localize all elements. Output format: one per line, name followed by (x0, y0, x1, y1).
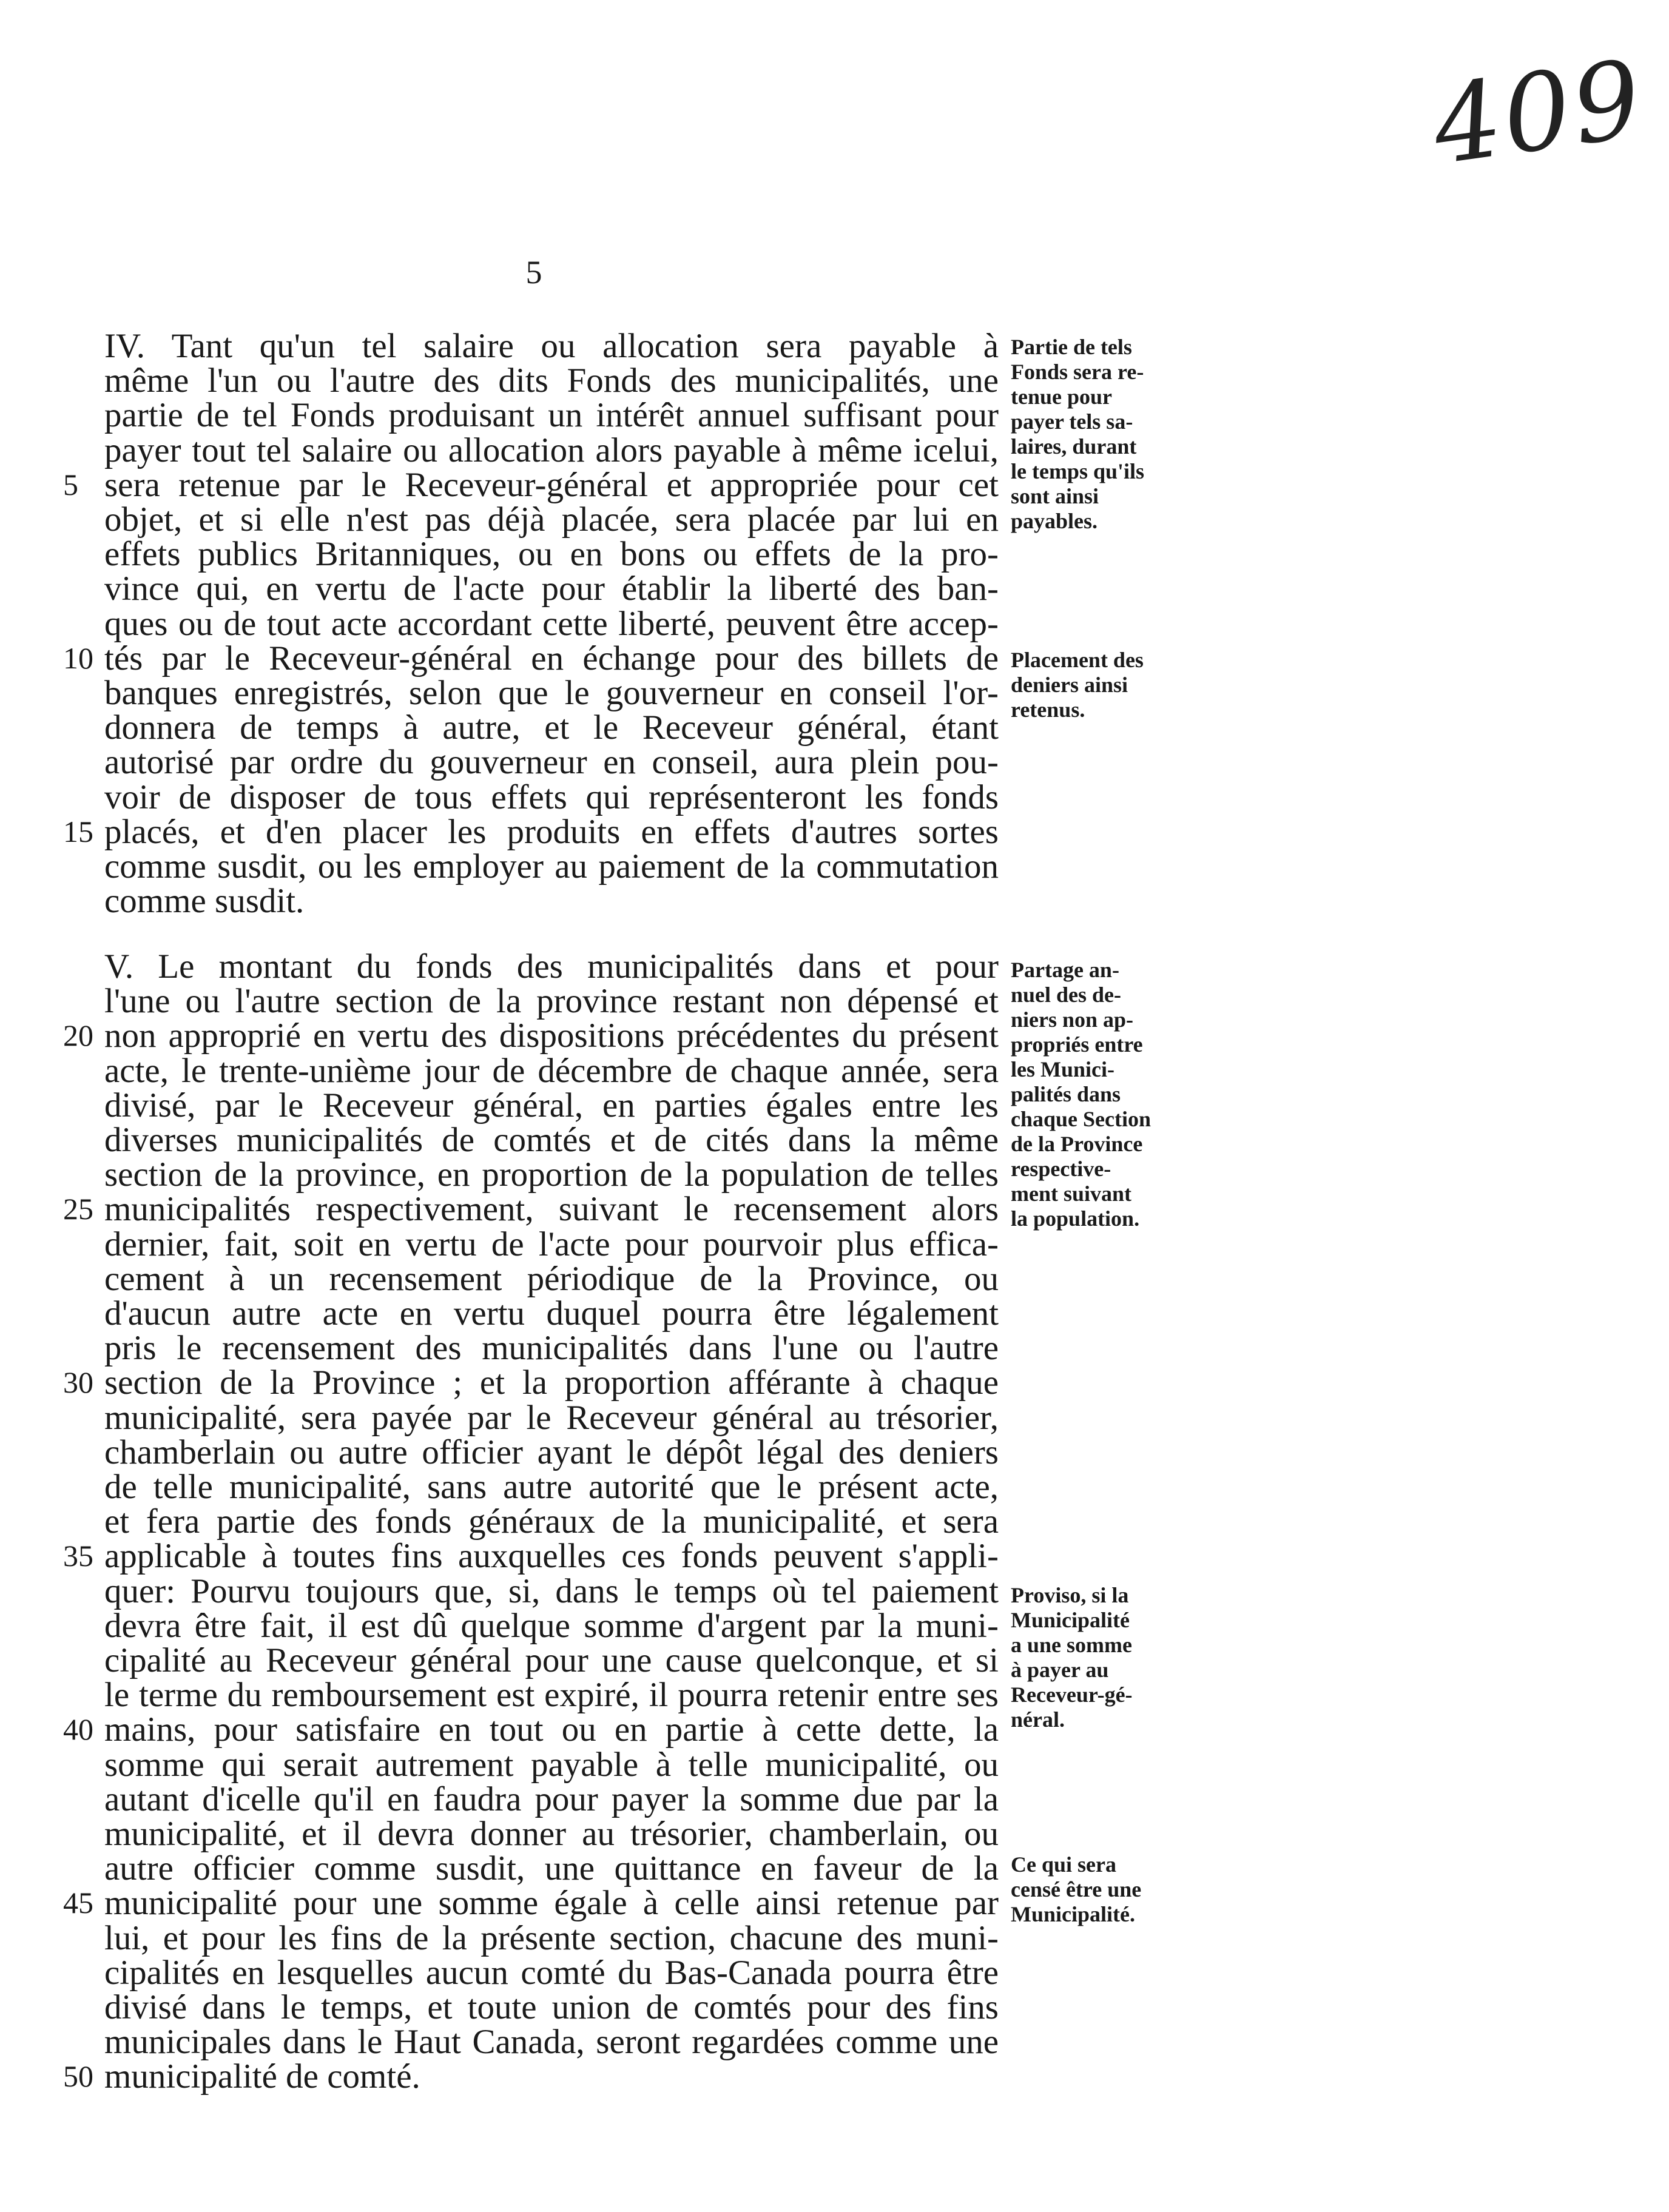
line-number: 20 (63, 1018, 93, 1053)
text-line: l'une ou l'autre section de la province restant non dépensé et (104, 982, 999, 1021)
margin-note-line: retenus. (1011, 698, 1085, 722)
margin-note (1011, 648, 1187, 722)
text-line: de telle municipalité, sans autre autorité que le présent acte, (104, 1468, 999, 1506)
text-line: payer tout tel salaire ou allocation alors payable à même icelui, (104, 431, 999, 469)
margin-note-line: payer tels sa- (1011, 409, 1133, 434)
margin-note-line: Municipalité. (1011, 1902, 1135, 1926)
margin-note-line: Partage an- (1011, 958, 1119, 982)
line-number: 25 (63, 1192, 93, 1226)
text-line: comme susdit, ou les employer au paiement de la commutation (104, 847, 999, 886)
text-line: IV. Tant qu'un tel salaire ou allocation sera payable à (104, 327, 999, 365)
text-line: cipalité au Receveur général pour une cause quelconque, et si (104, 1641, 999, 1679)
margin-note-line: de la Province (1011, 1132, 1143, 1156)
text-line: devra être fait, il est dû quelque somme d'argent par la muni- (104, 1606, 999, 1645)
text-line: divisé dans le temps, et toute union de comtés pour des fins (104, 1988, 999, 2026)
text-line: municipalité, et il devra donner au trésorier, chamberlain, ou (104, 1815, 999, 1853)
margin-note-line: palités dans (1011, 1082, 1121, 1106)
text-line: ques ou de tout acte accordant cette liberté, peuvent être accep- (104, 604, 999, 643)
margin-note (1011, 1583, 1187, 1732)
margin-note-line: Municipalité (1011, 1608, 1130, 1632)
line-number: 10 (63, 640, 93, 675)
text-line: municipalité pour une somme égale à celle ainsi retenue par (104, 1884, 999, 1923)
margin-note-line: Fonds sera re- (1011, 360, 1144, 384)
text-line: tés par le Receveur-général en échange pour des billets de (104, 639, 999, 677)
text-line: section de la Province ; et la proportion afférante à chaque (104, 1363, 999, 1402)
text-line: pris le recensement des municipalités dans l'une ou l'autre (104, 1329, 999, 1368)
text-line: somme qui serait autrement payable à telle municipalité, ou (104, 1745, 999, 1784)
margin-note-line: Ce qui sera (1011, 1852, 1116, 1877)
text-line: sera retenue par le Receveur-général et appropriée pour cet (104, 465, 999, 504)
margin-note (1011, 1852, 1187, 1927)
text-line: municipales dans le Haut Canada, seront regardées comme une (104, 2023, 999, 2062)
text-line: autorisé par ordre du gouverneur en conseil, aura plein pou- (104, 743, 999, 782)
text-line: placés, et d'en placer les produits en effets d'autres sortes (104, 812, 999, 851)
margin-note-line: le temps qu'ils (1011, 459, 1145, 483)
text-line: donnera de temps à autre, et le Receveur général, étant (104, 708, 999, 747)
text-line: effets publics Britanniques, ou en bons ou effets de la pro- (104, 535, 999, 574)
text-line: applicable à toutes fins auxquelles ces fonds peuvent s'appli- (104, 1537, 999, 1576)
text-line: dernier, fait, soit en vertu de l'acte pour pourvoir plus effica- (104, 1225, 999, 1263)
margin-note-line: laires, durant (1011, 434, 1137, 459)
margin-note-line: deniers ainsi (1011, 673, 1128, 697)
line-number: 30 (63, 1365, 93, 1400)
text-line: municipalités respectivement, suivant le recensement alors (104, 1190, 999, 1229)
margin-note-line: Placement des (1011, 648, 1144, 672)
margin-note-line: sont ainsi (1011, 484, 1099, 508)
text-line: quer: Pourvu toujours que, si, dans le temps où tel paiement (104, 1572, 999, 1610)
text-line: mains, pour satisfaire en tout ou en partie à cette dette, la (104, 1710, 999, 1749)
line-number: 15 (63, 814, 93, 849)
text-line: municipalité, sera payée par le Receveur général au trésorier, (104, 1398, 999, 1437)
text-line: vince qui, en vertu de l'acte pour établir la liberté des ban- (104, 570, 999, 608)
margin-note-line: niers non ap- (1011, 1007, 1134, 1032)
text-line: divisé, par le Receveur général, en parties égales entre les (104, 1086, 999, 1124)
text-line: objet, et si elle n'est pas déjà placée, sera placée par lui en (104, 500, 999, 539)
text-line: et fera partie des fonds généraux de la municipalité, et sera (104, 1502, 999, 1541)
margin-note-line: la population. (1011, 1206, 1140, 1231)
margin-note-line: à payer au (1011, 1658, 1109, 1682)
margin-note-line: censé être une (1011, 1877, 1142, 1901)
text-line: partie de tel Fonds produisant un intérêt annuel suffisant pour (104, 396, 999, 435)
text-line: municipalité de comté. (104, 2057, 420, 2096)
handwritten-folio-number: 409 (1426, 37, 1651, 189)
text-line: d'aucun autre acte en vertu duquel pourra être légalement (104, 1294, 999, 1333)
margin-note-line: néral. (1011, 1707, 1065, 1732)
page-number: 5 (525, 254, 542, 291)
margin-note-line: Partie de tels (1011, 335, 1132, 359)
margin-note-line: propriés entre (1011, 1032, 1143, 1057)
text-line: lui, et pour les fins de la présente section, chacune des muni- (104, 1918, 999, 1957)
margin-note-line: tenue pour (1011, 385, 1113, 409)
text-line: V. Le montant du fonds des municipalités dans et pour (104, 947, 999, 986)
margin-note-line: Proviso, si la (1011, 1583, 1129, 1607)
line-number: 5 (63, 467, 78, 502)
margin-note (1011, 958, 1187, 1231)
margin-note-line: chaque Section (1011, 1107, 1151, 1131)
line-number: 40 (63, 1712, 93, 1747)
text-line: acte, le trente-unième jour de décembre de chaque année, sera (104, 1051, 999, 1090)
text-line: diverses municipalités de comtés et de cités dans la même (104, 1121, 999, 1159)
text-line: cipalités en lesquelles aucun comté du Bas-Canada pourra être (104, 1953, 999, 1992)
text-line: autre officier comme susdit, une quittance en faveur de la (104, 1849, 999, 1888)
margin-note-line: ment suivant (1011, 1182, 1132, 1206)
text-line: comme susdit. (104, 882, 305, 921)
margin-note-line: Receveur-gé- (1011, 1683, 1133, 1707)
margin-note (1011, 335, 1187, 534)
text-line: non approprié en vertu des dispositions précédentes du présent (104, 1017, 999, 1055)
margin-note-line: les Munici- (1011, 1057, 1114, 1081)
text-line: banques enregistrés, selon que le gouverneur en conseil l'or- (104, 674, 999, 712)
line-number: 35 (63, 1539, 93, 1573)
margin-note-line: a une somme (1011, 1633, 1132, 1657)
text-line: même l'un ou l'autre des dits Fonds des municipalités, une (104, 361, 999, 400)
text-line: autant d'icelle qu'il en faudra pour payer la somme due par la (104, 1780, 999, 1818)
text-line: chamberlain ou autre officier ayant le dépôt légal des deniers (104, 1433, 999, 1471)
line-number: 45 (63, 1886, 93, 1920)
margin-note-line: payables. (1011, 509, 1098, 533)
text-line: cement à un recensement périodique de la Province, ou (104, 1259, 999, 1298)
text-line: section de la province, en proportion de la population de telles (104, 1155, 999, 1194)
margin-note-line: respective- (1011, 1157, 1111, 1181)
text-line: voir de disposer de tous effets qui représenteront les fonds (104, 778, 999, 816)
text-line: le terme du remboursement est expiré, il pourra retenir entre ses (104, 1676, 999, 1715)
line-number: 50 (63, 2059, 93, 2094)
margin-note-line: nuel des de- (1011, 983, 1122, 1007)
